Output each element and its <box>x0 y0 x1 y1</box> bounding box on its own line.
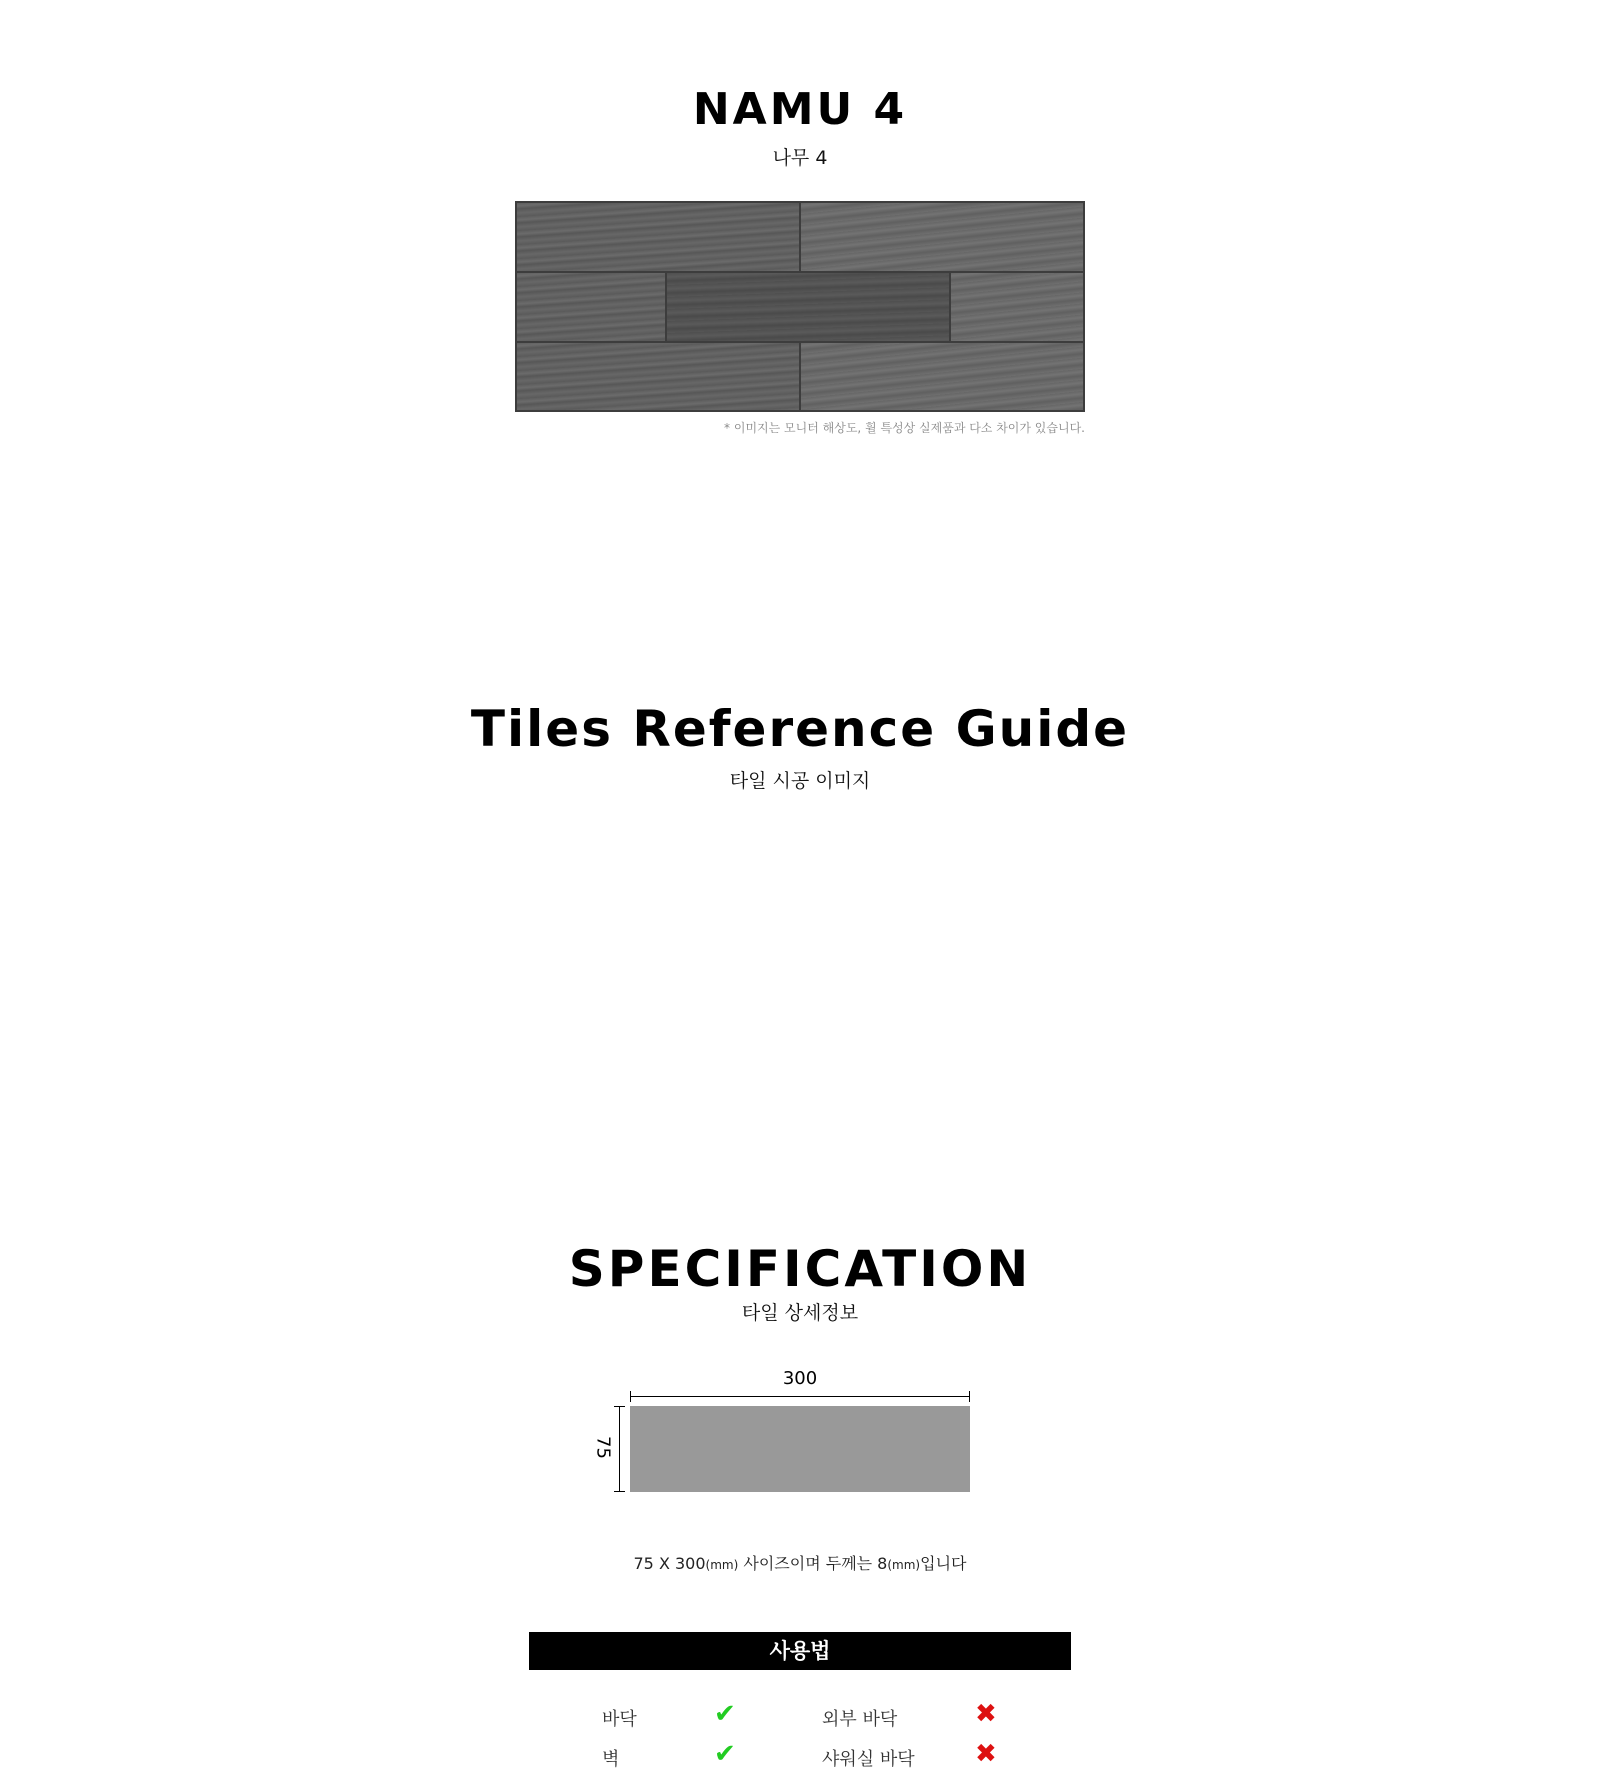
size-description <box>0 1551 1600 1574</box>
product-title: NAMU 4 <box>692 84 908 135</box>
specification-subtitle: 타일 상세정보 <box>741 1302 859 1324</box>
height-dimension-tick <box>614 1491 625 1492</box>
thickness-text: 사이즈이며 두께는 8 <box>738 1554 888 1573</box>
reference-title: Tiles Reference Guide <box>470 700 1130 758</box>
width-dimension-tick <box>630 1391 631 1402</box>
wood-plank <box>515 271 667 343</box>
width-dimension-line <box>630 1396 970 1397</box>
wood-plank <box>515 201 801 273</box>
height-dimension-line <box>619 1406 620 1492</box>
cross-icon: ✖ <box>975 1699 997 1729</box>
image-disclaimer: * 이미지는 모니터 해상도, 휠 특성상 실제품과 다소 차이가 있습니다. <box>724 421 1085 435</box>
reference-subtitle: 타일 시공 이미지 <box>729 770 871 792</box>
width-dimension-tick <box>969 1391 970 1402</box>
thickness-unit: (mm) <box>887 1558 921 1572</box>
size-text: 75 X 300 <box>633 1554 706 1573</box>
check-icon: ✔ <box>714 1699 736 1729</box>
wood-plank <box>515 341 801 412</box>
wood-plank <box>665 271 951 343</box>
usage-label-exterior-floor: 외부 바닥 <box>822 1709 898 1730</box>
wood-plank <box>799 201 1085 273</box>
usage-label-wall: 벽 <box>602 1749 620 1770</box>
usage-label-floor: 바닥 <box>602 1709 637 1730</box>
width-dimension-label: 300 <box>782 1368 818 1389</box>
tile-size-diagram <box>630 1406 970 1492</box>
product-image <box>515 201 1085 412</box>
specification-title: SPECIFICATION <box>568 1240 1032 1298</box>
wood-plank <box>949 271 1085 343</box>
usage-header: 사용법 <box>529 1632 1071 1670</box>
size-text-end: 입니다 <box>920 1554 967 1573</box>
size-unit: (mm) <box>705 1558 739 1572</box>
product-subtitle: 나무 4 <box>772 147 828 169</box>
usage-label-shower-floor: 샤워실 바닥 <box>822 1749 915 1770</box>
wood-plank <box>799 341 1085 412</box>
check-icon: ✔ <box>714 1739 736 1769</box>
cross-icon: ✖ <box>975 1739 997 1769</box>
height-dimension-tick <box>614 1406 625 1407</box>
height-dimension-label: 75 <box>592 1436 614 1459</box>
